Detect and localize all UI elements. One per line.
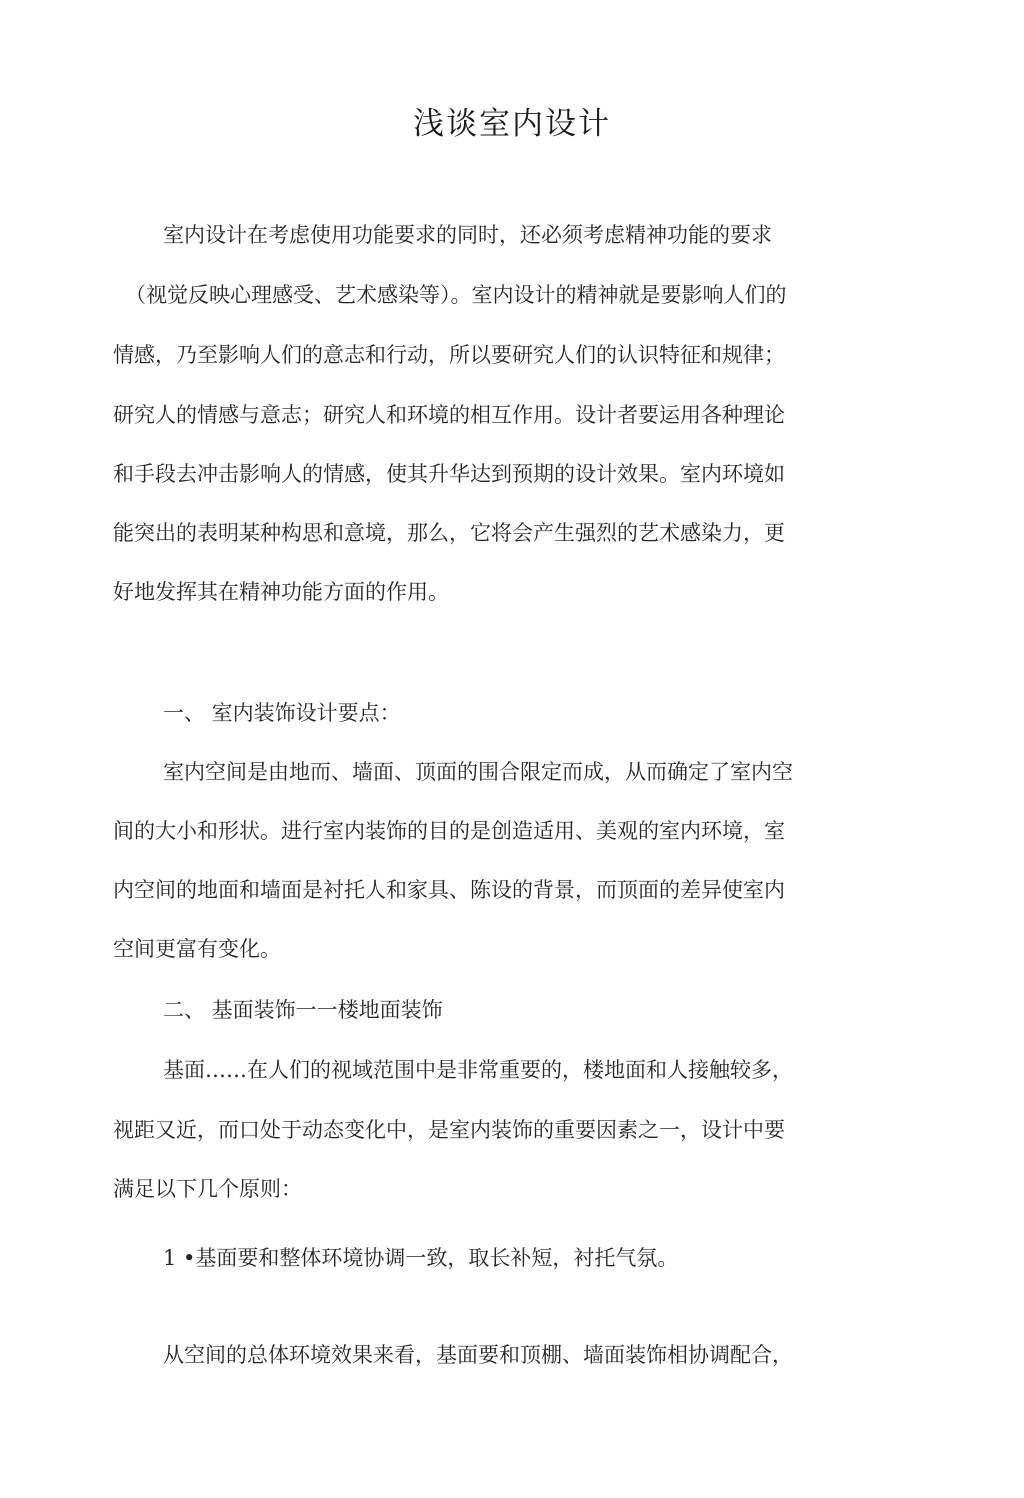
- paragraph-2-line-3: 内空间的地面和墙面是衬托人和家具、陈设的背景，而顶面的差异使室内: [113, 878, 785, 902]
- paragraph-1-line-6: 能突出的表明某种构思和意境，那么，它将会产生强烈的艺术感染力，更: [113, 521, 785, 545]
- section-1-heading: 一、 室内装饰设计要点：: [163, 701, 401, 725]
- paragraph-3-line-3: 满足以下几个原则：: [113, 1177, 302, 1201]
- paragraph-1-line-4: 研究人的情感与意志；研究人和环境的相互作用。设计者要运用各种理论: [113, 403, 785, 427]
- paragraph-1-line-5: 和手段去冲击影响人的情感，使其升华达到预期的设计效果。室内环境如: [113, 462, 785, 486]
- document-title: 浅谈室内设计: [413, 106, 611, 142]
- section-2-heading: 二、 基面装饰一一楼地面装饰: [163, 998, 443, 1022]
- paragraph-2-line-2: 间的大小和形状。进行室内装饰的目的是创造适用、美观的室内环境，室: [113, 819, 785, 843]
- paragraph-2-line-4: 空间更富有变化。: [113, 937, 281, 961]
- paragraph-2-line-1: 室内空间是由地而、墙面、顶面的围合限定而成，从而确定了室内空: [163, 760, 793, 784]
- paragraph-3-line-2: 视距又近，而口处于动态变化中，是室内装饰的重要因素之一，设计中要: [113, 1118, 785, 1142]
- paragraph-1-line-7: 好地发挥其在精神功能方面的作用。: [113, 580, 449, 604]
- paragraph-4-line-1: 从空间的总体环境效果来看，基面要和顶棚、墙面装饰相协调配合，: [163, 1343, 793, 1367]
- paragraph-1-line-1: 室内设计在考虑使用功能要求的同时，还必须考虑精神功能的要求: [163, 223, 772, 247]
- paragraph-3-line-1: 基面……在人们的视域范围中是非常重要的，楼地面和人接触较多，: [163, 1058, 793, 1082]
- paragraph-1-line-2: （视觉反映心理感受、艺术感染等）。室内设计的精神就是要影响人们的: [125, 283, 787, 307]
- paragraph-1-line-3: 情感，乃至影响人们的意志和行动，所以要研究人们的认识特征和规律；: [113, 343, 785, 367]
- list-item-1: 1 •基面要和整体环境协调一致，取长补短，衬托气氛。: [163, 1246, 679, 1270]
